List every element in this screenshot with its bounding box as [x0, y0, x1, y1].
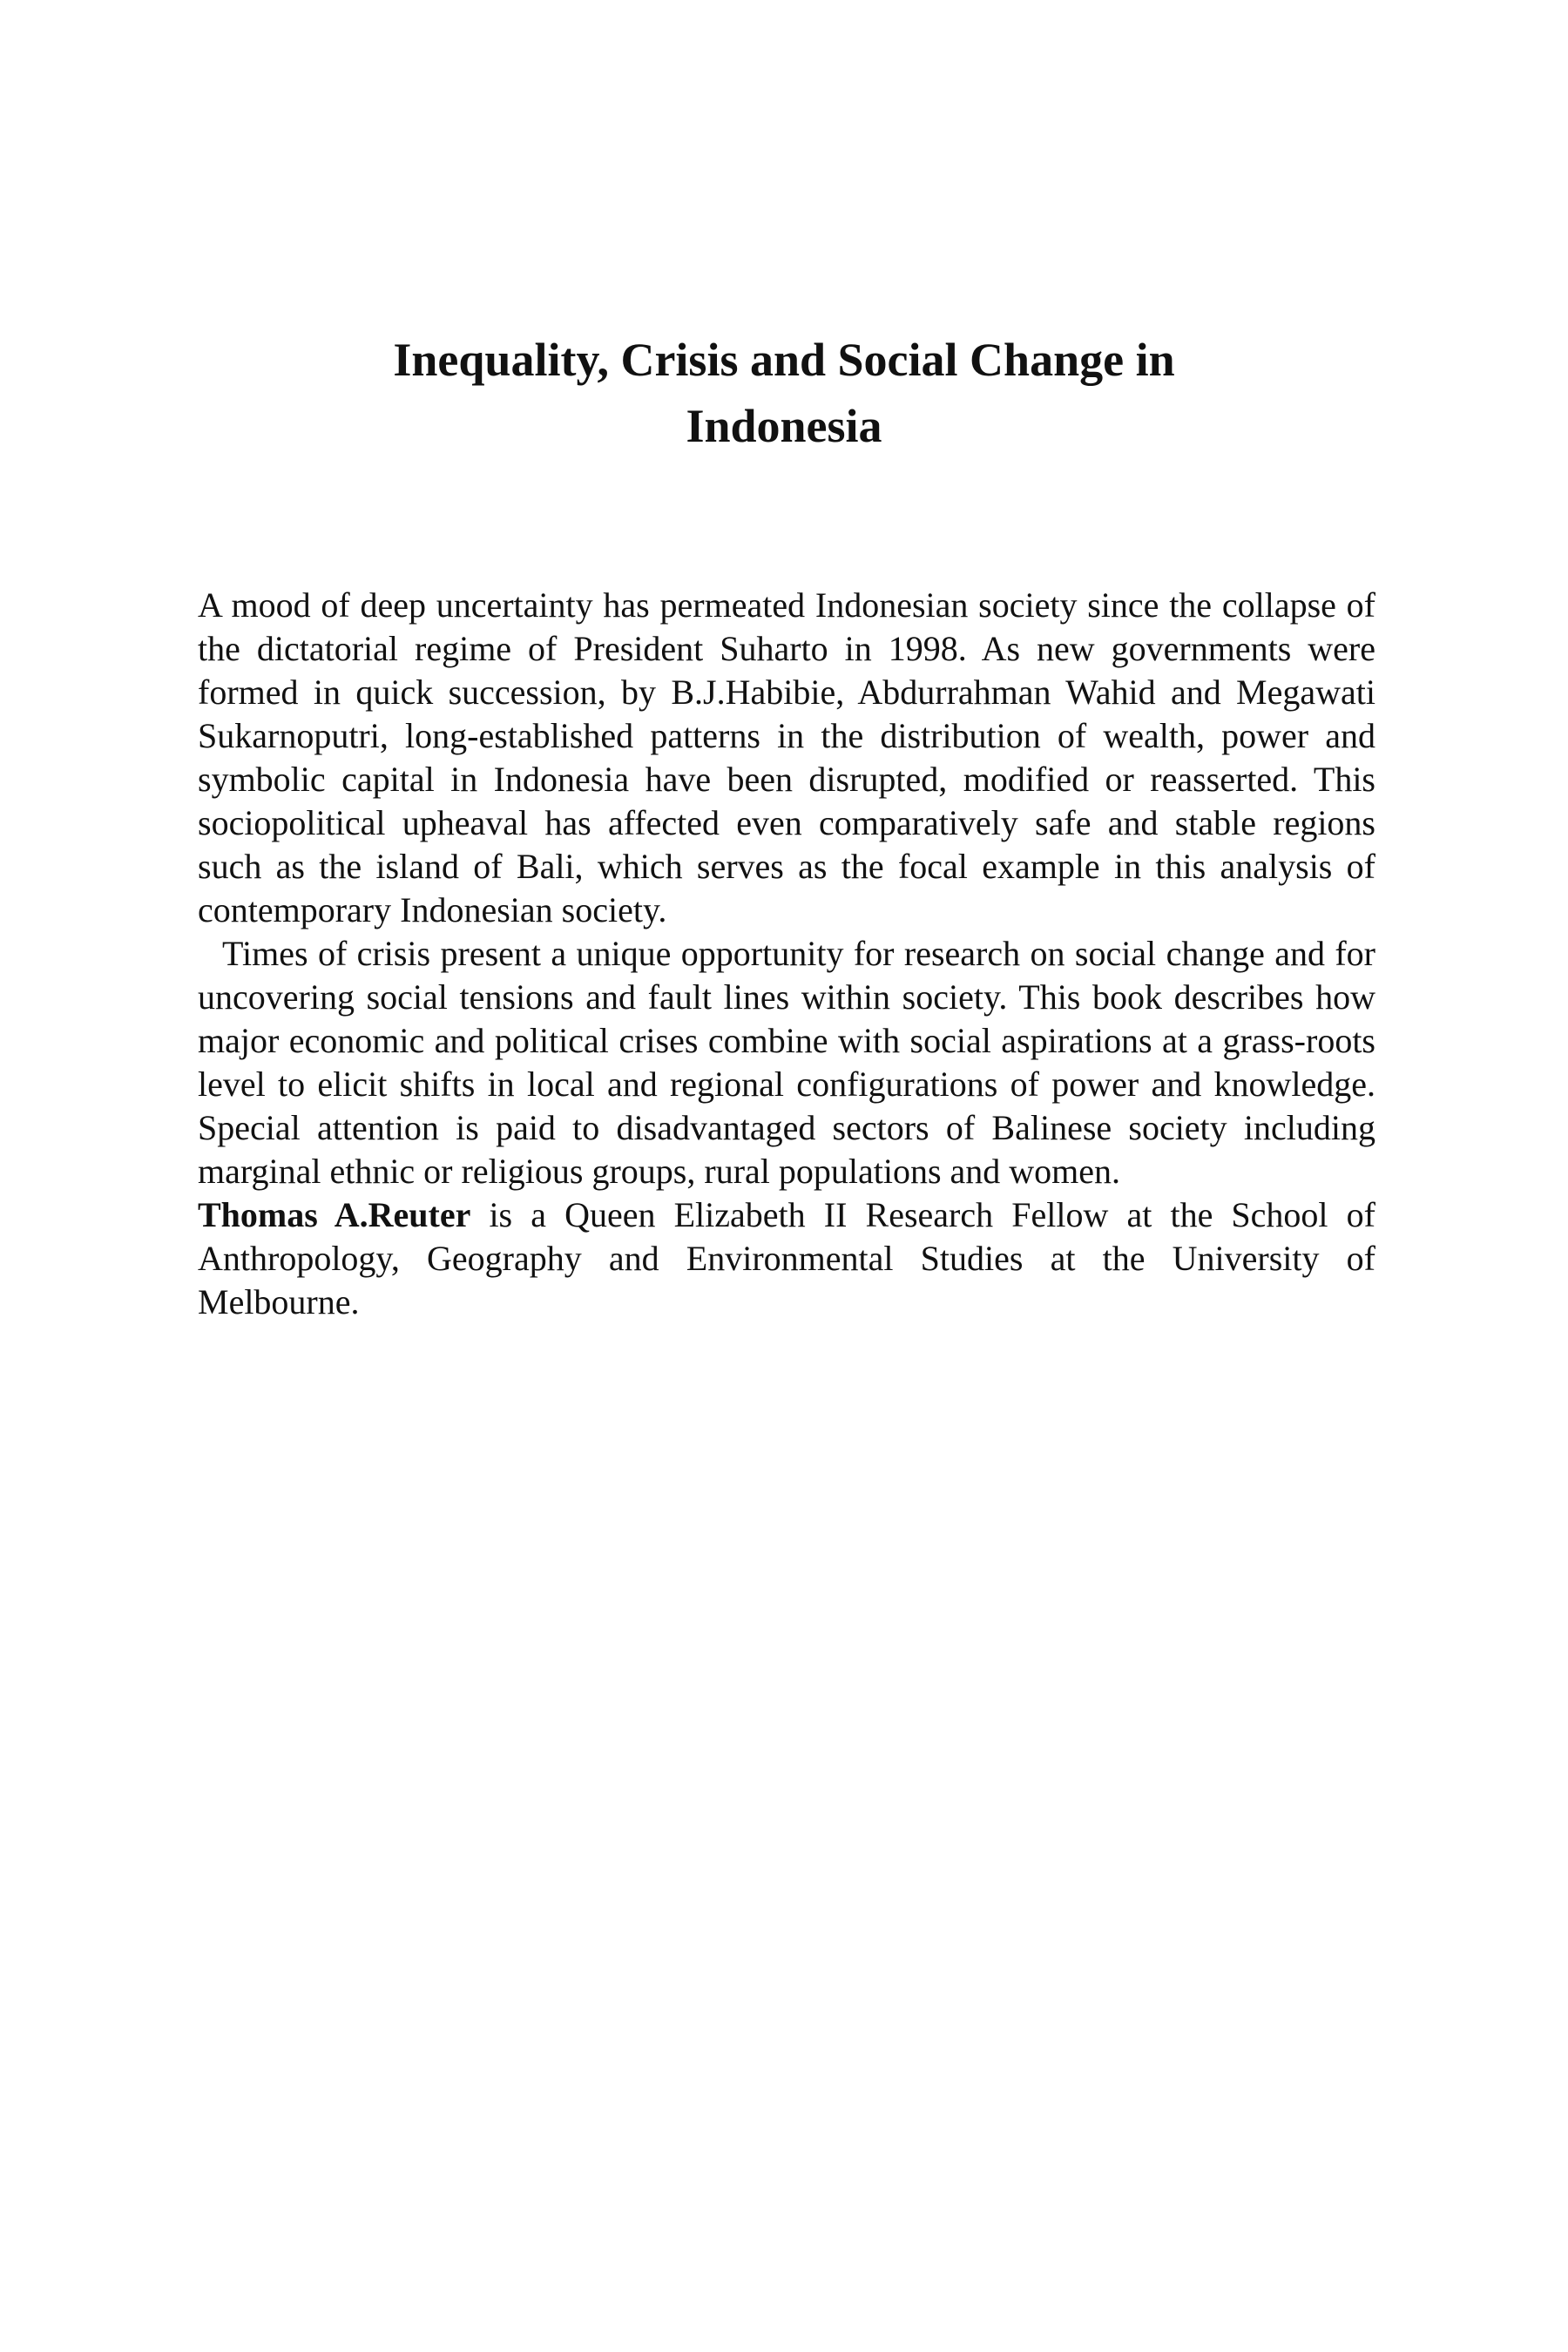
description-paragraph-2: Times of crisis present a unique opportunity for research on social change and for uncovering social tensions and fault lines within society. This book describes how major economic and political crises combine with social aspirations at a grass-roots level to elicit shifts in local and regional configurations of power and knowledge. Special attention is paid to disadvantaged sectors of Balinese society including marginal ethnic or religious groups, rural populations and women. [198, 934, 1375, 1191]
book-title-line-1: Inequality, Crisis and Social Change in [393, 334, 1175, 386]
author-bio-text: is a Queen Elizabeth II Research Fellow at the School of Anthropology, Geography and Environmental Studies at the University of Melbourne. [198, 1195, 1375, 1321]
book-title-line-2: Indonesia [686, 400, 882, 452]
description-paragraph-1: A mood of deep uncertainty has permeated Indonesian society since the collapse of the dictatorial regime of President Suharto in 1998. As new governments were formed in quick succession, by B.J.Habibie, Abdurrahman Wahid and Megawati Sukarnoputri, long-established patterns in the distribution of wealth, power and symbolic capital in Indonesia have been disrupted, modified or reasserted. This sociopolitical upheaval has affected even comparatively safe and stable regions such as the island of Bali, which serves as the focal example in this analysis of contemporary Indonesian society. [198, 585, 1375, 929]
book-title [331, 327, 1237, 459]
book-description [198, 584, 1375, 1324]
author-name: Thomas A.Reuter [198, 1195, 471, 1234]
author-bio [198, 1193, 1375, 1324]
